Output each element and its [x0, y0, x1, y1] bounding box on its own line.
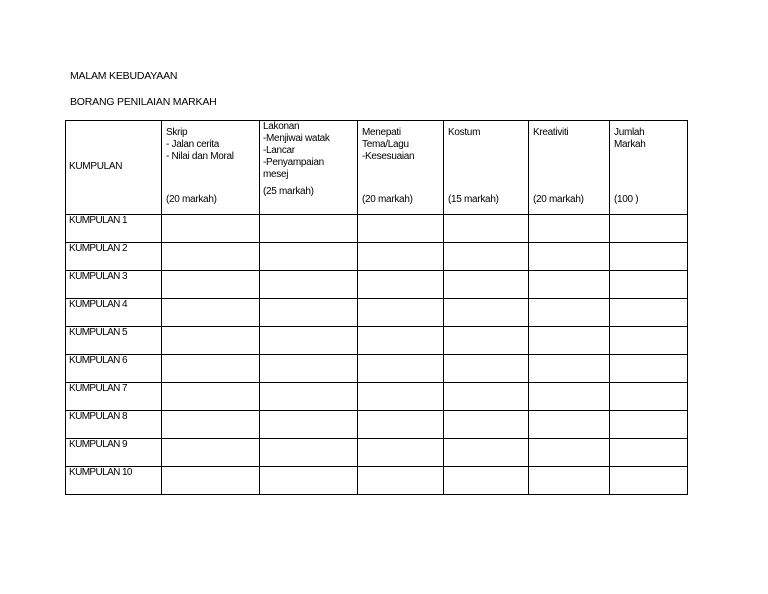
score-cell[interactable]	[358, 327, 444, 355]
score-table	[65, 120, 688, 495]
score-cell[interactable]	[260, 243, 358, 271]
table-row	[66, 439, 688, 467]
score-cell[interactable]	[162, 411, 260, 439]
table-row	[66, 467, 688, 495]
row-label: KUMPULAN 3	[69, 271, 127, 282]
row-label-cell	[66, 467, 162, 495]
table-row	[66, 355, 688, 383]
score-cell[interactable]	[529, 243, 610, 271]
table-row	[66, 243, 688, 271]
score-cell[interactable]	[358, 439, 444, 467]
header-label: Kostum	[448, 127, 481, 138]
header-cell-lakonan	[260, 121, 358, 215]
score-cell[interactable]	[444, 439, 529, 467]
row-label-cell	[66, 271, 162, 299]
header-label: Skrip - Jalan cerita - Nilai dan Moral	[166, 127, 234, 162]
header-cell-tema	[358, 121, 444, 215]
score-cell[interactable]	[260, 439, 358, 467]
score-cell[interactable]	[162, 355, 260, 383]
score-cell[interactable]	[260, 215, 358, 243]
score-cell[interactable]	[358, 355, 444, 383]
header-marks: (20 markah)	[166, 194, 217, 205]
total-cell[interactable]	[610, 243, 688, 271]
row-label: KUMPULAN 10	[69, 467, 132, 478]
score-cell[interactable]	[162, 467, 260, 495]
table-row	[66, 383, 688, 411]
score-cell[interactable]	[260, 299, 358, 327]
score-cell[interactable]	[529, 327, 610, 355]
header-cell-kreativiti	[529, 121, 610, 215]
score-cell[interactable]	[162, 215, 260, 243]
score-cell[interactable]	[529, 467, 610, 495]
header-cell-jumlah	[610, 121, 688, 215]
total-cell[interactable]	[610, 467, 688, 495]
row-label-cell	[66, 327, 162, 355]
score-cell[interactable]	[529, 271, 610, 299]
total-cell[interactable]	[610, 411, 688, 439]
score-cell[interactable]	[162, 299, 260, 327]
table-row	[66, 299, 688, 327]
score-cell[interactable]	[162, 383, 260, 411]
score-cell[interactable]	[529, 439, 610, 467]
header-row	[66, 121, 688, 215]
score-cell[interactable]	[260, 383, 358, 411]
header-marks: (20 markah)	[533, 194, 584, 205]
score-cell[interactable]	[260, 327, 358, 355]
table-row	[66, 215, 688, 243]
score-cell[interactable]	[529, 411, 610, 439]
table-row	[66, 271, 688, 299]
document-title: MALAM KEBUDAYAAN	[70, 70, 178, 82]
document-subtitle: BORANG PENILAIAN MARKAH	[70, 96, 217, 108]
total-cell[interactable]	[610, 327, 688, 355]
header-label: Jumlah Markah	[614, 127, 646, 150]
header-marks: (100 )	[614, 194, 639, 205]
total-cell[interactable]	[610, 383, 688, 411]
header-marks: (20 markah)	[362, 194, 413, 205]
score-cell[interactable]	[358, 271, 444, 299]
score-cell[interactable]	[444, 411, 529, 439]
header-marks: (15 markah)	[448, 194, 499, 205]
row-label: KUMPULAN 1	[69, 215, 127, 226]
header-cell-skrip	[162, 121, 260, 215]
score-cell[interactable]	[358, 383, 444, 411]
score-cell[interactable]	[162, 327, 260, 355]
score-cell[interactable]	[444, 383, 529, 411]
score-cell[interactable]	[162, 243, 260, 271]
header-cell-kostum	[444, 121, 529, 215]
score-cell[interactable]	[260, 467, 358, 495]
row-label: KUMPULAN 2	[69, 243, 127, 254]
row-label: KUMPULAN 4	[69, 299, 127, 310]
row-label-cell	[66, 411, 162, 439]
score-cell[interactable]	[444, 215, 529, 243]
score-cell[interactable]	[529, 383, 610, 411]
score-cell[interactable]	[162, 439, 260, 467]
row-label-cell	[66, 383, 162, 411]
score-cell[interactable]	[358, 411, 444, 439]
row-label-cell	[66, 215, 162, 243]
row-label: KUMPULAN 8	[69, 411, 127, 422]
total-cell[interactable]	[610, 299, 688, 327]
row-label: KUMPULAN 5	[69, 327, 127, 338]
score-cell[interactable]	[529, 299, 610, 327]
score-cell[interactable]	[260, 411, 358, 439]
total-cell[interactable]	[610, 439, 688, 467]
total-cell[interactable]	[610, 215, 688, 243]
score-cell[interactable]	[358, 215, 444, 243]
score-cell[interactable]	[529, 355, 610, 383]
score-cell[interactable]	[444, 327, 529, 355]
header-label: Lakonan -Menjiwai watak -Lancar -Penyampaian mesej	[263, 121, 330, 180]
row-label-cell	[66, 439, 162, 467]
score-cell[interactable]	[358, 299, 444, 327]
score-cell[interactable]	[444, 467, 529, 495]
header-label: KUMPULAN	[69, 161, 123, 172]
score-cell[interactable]	[260, 271, 358, 299]
score-cell[interactable]	[529, 215, 610, 243]
score-cell[interactable]	[444, 299, 529, 327]
total-cell[interactable]	[610, 271, 688, 299]
row-label-cell	[66, 355, 162, 383]
header-label: Kreativiti	[533, 127, 569, 138]
header-cell-kumpulan	[66, 121, 162, 215]
score-cell[interactable]	[358, 467, 444, 495]
score-cell[interactable]	[260, 355, 358, 383]
row-label: KUMPULAN 6	[69, 355, 127, 366]
score-cell[interactable]	[444, 271, 529, 299]
score-cell[interactable]	[444, 243, 529, 271]
row-label: KUMPULAN 9	[69, 439, 127, 450]
score-cell[interactable]	[162, 271, 260, 299]
header-marks: (25 markah)	[263, 186, 314, 197]
table-row	[66, 327, 688, 355]
header-label: Menepati Tema/Lagu -Kesesuaian	[362, 127, 415, 162]
row-label-cell	[66, 243, 162, 271]
score-cell[interactable]	[358, 243, 444, 271]
table-row	[66, 411, 688, 439]
score-cell[interactable]	[444, 355, 529, 383]
row-label: KUMPULAN 7	[69, 383, 127, 394]
total-cell[interactable]	[610, 355, 688, 383]
row-label-cell	[66, 299, 162, 327]
